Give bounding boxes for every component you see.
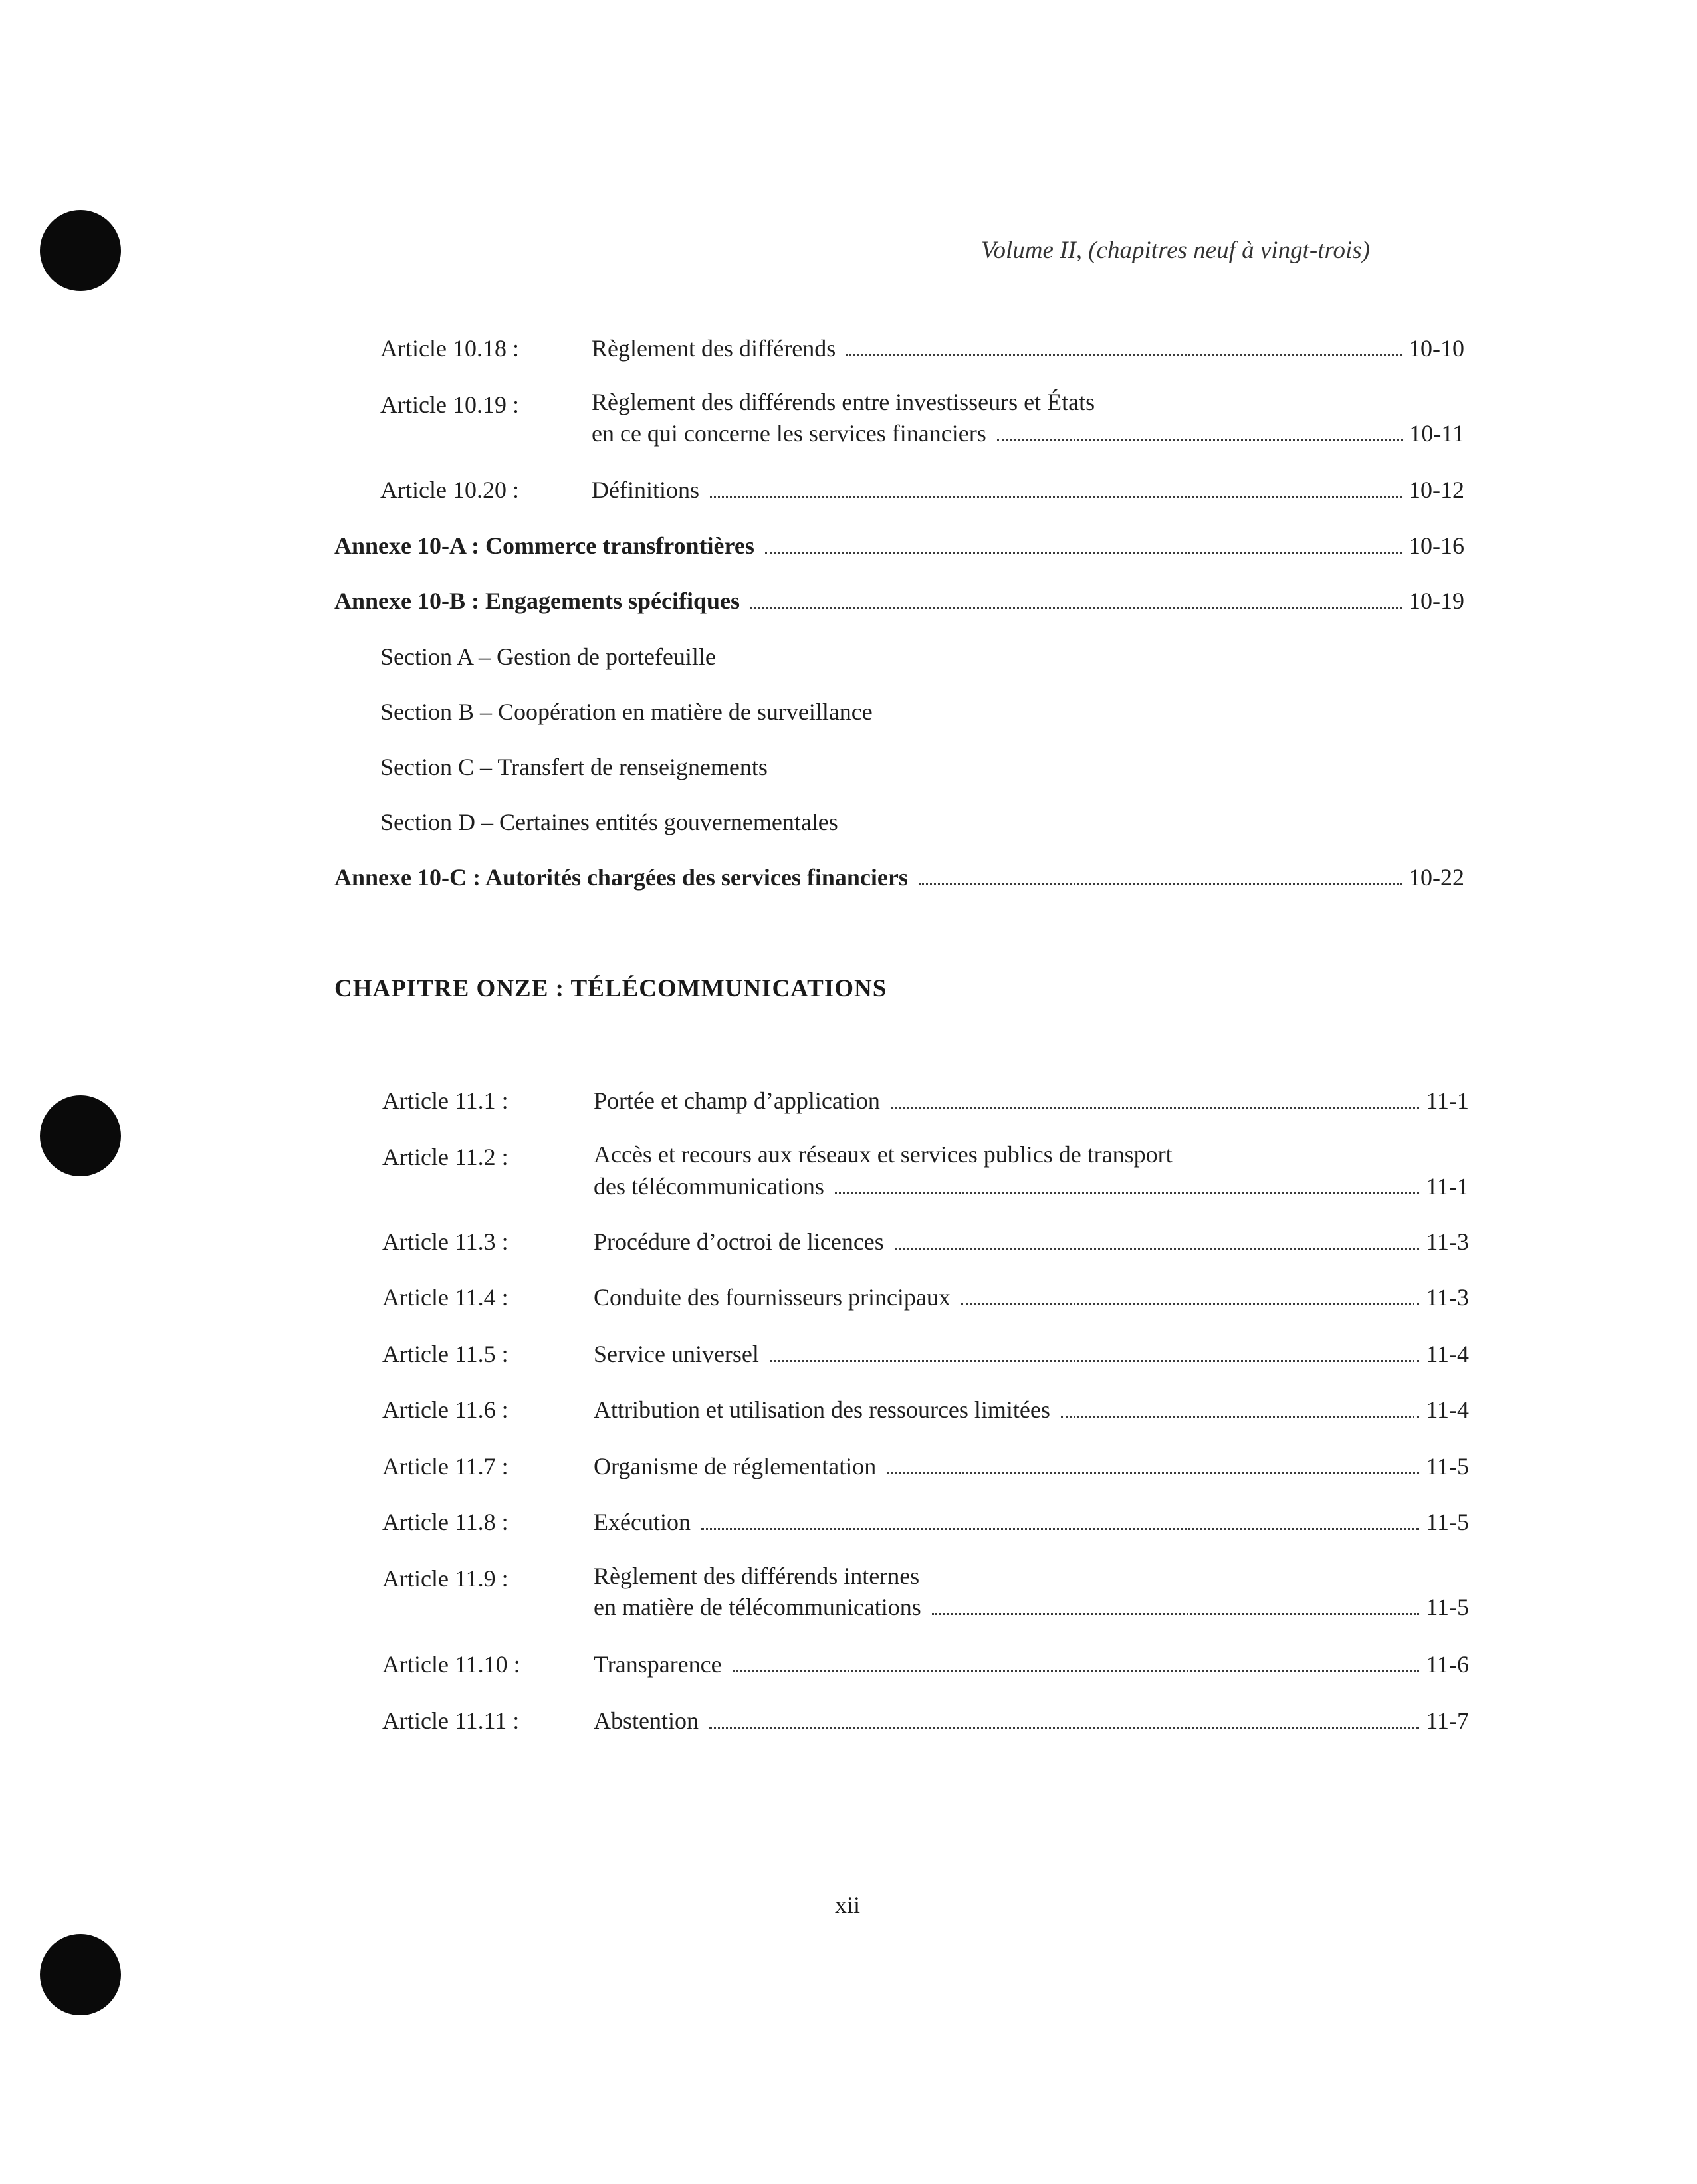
toc-page-number: 10-10 (1409, 335, 1464, 362)
toc-article-number: Article 11.7 : (382, 1453, 509, 1479)
leader-dots (765, 552, 1402, 554)
leader-dots (997, 439, 1403, 441)
toc-entry[interactable] (594, 1223, 1469, 1256)
toc-entry-title: en ce qui concerne les services financiers (592, 420, 986, 447)
toc-section-entry[interactable]: Section C – Transfert de renseignements (380, 754, 768, 780)
toc-entry-title-line1: Règlement des différends entre investisseurs et États (592, 389, 1095, 415)
chapter-heading: CHAPITRE ONZE : TÉLÉCOMMUNICATIONS (334, 975, 887, 1002)
toc-article-number: Article 11.1 : (382, 1087, 509, 1114)
toc-entry[interactable] (592, 330, 1464, 363)
toc-entry-title: Transparence (594, 1651, 722, 1678)
toc-page-number: 11-4 (1426, 1341, 1469, 1367)
toc-article-number: Article 11.5 : (382, 1341, 509, 1367)
toc-page-number: 11-1 (1426, 1087, 1469, 1114)
toc-entry-title: Conduite des fournisseurs principaux (594, 1284, 951, 1311)
leader-dots (891, 1107, 1420, 1109)
leader-dots (835, 1192, 1419, 1194)
toc-entry-title: Organisme de réglementation (594, 1453, 877, 1479)
toc-article-number: Article 11.9 : (382, 1565, 509, 1592)
toc-annex-entry[interactable] (334, 527, 1464, 560)
toc-annex-title: Annexe 10-C : Autorités chargées des services financiers (334, 864, 908, 891)
toc-article-number: Article 10.19 : (380, 391, 519, 418)
toc-entry[interactable] (594, 1503, 1469, 1537)
toc-page-number: 10-19 (1409, 588, 1464, 614)
toc-entry[interactable] (594, 1391, 1469, 1424)
toc-section-entry[interactable]: Section A – Gestion de portefeuille (380, 643, 716, 670)
toc-entry-title: Abstention (594, 1707, 699, 1734)
toc-entry-title-line1: Accès et recours aux réseaux et services publics de transport (594, 1141, 1173, 1168)
leader-dots (750, 607, 1402, 609)
leader-dots (846, 354, 1402, 356)
toc-entry[interactable] (594, 1082, 1469, 1115)
toc-entry[interactable] (594, 1588, 1469, 1622)
leader-dots (709, 1727, 1419, 1729)
toc-article-number: Article 11.2 : (382, 1144, 509, 1170)
toc-page-number: 11-5 (1426, 1453, 1469, 1479)
toc-annex-entry[interactable] (334, 859, 1464, 892)
toc-entry[interactable] (594, 1448, 1469, 1481)
running-header: Volume II, (chapitres neuf à vingt-trois) (980, 237, 1370, 264)
toc-page-number: 11-3 (1426, 1284, 1469, 1311)
toc-entry[interactable] (594, 1646, 1469, 1679)
toc-article-number: Article 11.3 : (382, 1228, 509, 1255)
toc-entry-title: Portée et champ d’application (594, 1087, 880, 1114)
binder-hole-bottom (40, 1934, 121, 2015)
leader-dots (733, 1670, 1420, 1672)
toc-entry-title: Définitions (592, 477, 699, 503)
toc-article-number: Article 11.4 : (382, 1284, 509, 1311)
leader-dots (710, 496, 1402, 498)
toc-page-number: 10-12 (1409, 477, 1464, 503)
toc-entry[interactable] (594, 1702, 1469, 1735)
toc-page-number: 11-4 (1426, 1396, 1469, 1423)
toc-page-number: 10-16 (1409, 532, 1464, 559)
toc-page-number: 11-5 (1426, 1594, 1469, 1620)
toc-entry-title: en matière de télécommunications (594, 1594, 921, 1620)
toc-article-number: Article 11.10 : (382, 1651, 520, 1678)
leader-dots (919, 883, 1402, 885)
toc-entry[interactable] (592, 415, 1464, 448)
toc-entry-title: Attribution et utilisation des ressources limitées (594, 1396, 1050, 1423)
toc-article-number: Article 11.6 : (382, 1396, 509, 1423)
toc-section-entry[interactable]: Section D – Certaines entités gouvernementales (380, 809, 838, 835)
toc-page-number: 11-6 (1426, 1651, 1469, 1678)
toc-page-number: 11-5 (1426, 1509, 1469, 1535)
toc-entry[interactable] (594, 1168, 1469, 1201)
toc-article-number: Article 11.11 : (382, 1707, 520, 1734)
toc-entry[interactable] (592, 471, 1464, 504)
leader-dots (932, 1613, 1420, 1615)
toc-article-number: Article 11.8 : (382, 1509, 509, 1535)
toc-page-number: 11-7 (1426, 1707, 1469, 1734)
toc-annex-entry[interactable] (334, 582, 1464, 615)
toc-entry-title: Service universel (594, 1341, 759, 1367)
toc-page-number: 11-1 (1426, 1173, 1469, 1200)
toc-page-number: 10-11 (1409, 420, 1464, 447)
toc-entry-title: Procédure d’octroi de licences (594, 1228, 884, 1255)
leader-dots (770, 1360, 1419, 1362)
toc-section-entry[interactable]: Section B – Coopération en matière de surveillance (380, 699, 873, 725)
toc-annex-title: Annexe 10-A : Commerce transfrontières (334, 532, 754, 559)
toc-entry-title: Règlement des différends (592, 335, 836, 362)
toc-page-number: 10-22 (1409, 864, 1464, 891)
toc-article-number: Article 10.18 : (380, 335, 519, 362)
binder-hole-top (40, 210, 121, 291)
leader-dots (961, 1303, 1419, 1305)
leader-dots (895, 1248, 1420, 1250)
toc-article-number: Article 10.20 : (380, 477, 519, 503)
toc-page-number: 11-3 (1426, 1228, 1469, 1255)
toc-entry-title-line1: Règlement des différends internes (594, 1563, 920, 1589)
toc-entry-title: Exécution (594, 1509, 691, 1535)
toc-entry[interactable] (594, 1335, 1469, 1368)
leader-dots (1061, 1416, 1419, 1418)
binder-hole-middle (40, 1095, 121, 1176)
page-folio: xii (835, 1892, 861, 1918)
leader-dots (887, 1472, 1419, 1474)
leader-dots (701, 1528, 1419, 1530)
toc-annex-title: Annexe 10-B : Engagements spécifiques (334, 588, 740, 614)
toc-entry[interactable] (594, 1279, 1469, 1312)
toc-entry-title: des télécommunications (594, 1173, 824, 1200)
